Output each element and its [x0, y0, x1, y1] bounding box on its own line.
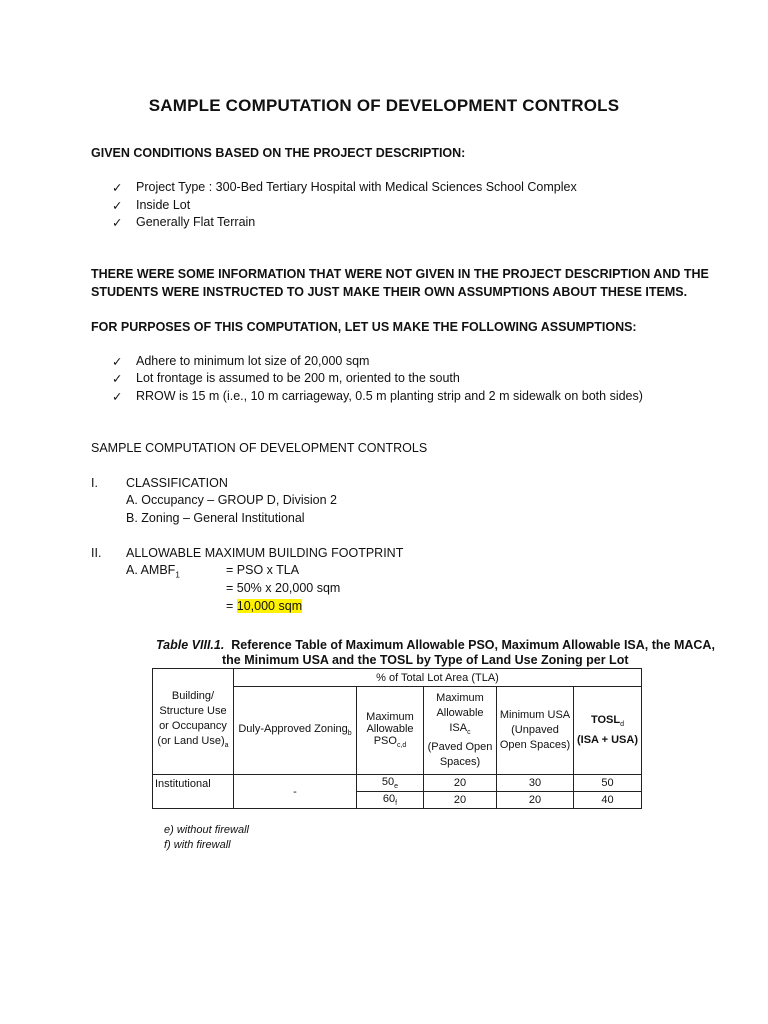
equation-line: = 50% x 20,000 sqm [226, 581, 341, 595]
section-number: II. [91, 546, 102, 560]
equation-result [226, 599, 302, 613]
header-usa: Minimum USA (Unpaved Open Spaces) [497, 687, 574, 775]
reference-table [152, 668, 642, 809]
assumption-text: Adhere to minimum lot size of 20,000 sqm [136, 354, 370, 368]
cell-usa: 20 [497, 792, 574, 809]
given-item-text: Generally Flat Terrain [136, 215, 256, 229]
header-tosl: $TOSL_d$ (ISA + USA) [574, 687, 642, 775]
ambf-label [126, 563, 180, 580]
table-row [153, 775, 642, 792]
section-title: ALLOWABLE MAXIMUM BUILDING FOOTPRINT [126, 546, 404, 560]
ambf-label-text: A. AMBF [126, 563, 176, 577]
info-note-line1: THERE WERE SOME INFORMATION THAT WERE NOT GIVEN IN THE PROJECT DESCRIPTION AND THE [91, 267, 709, 281]
assumption-heading: FOR PURPOSES OF THIS COMPUTATION, LET US MAKE THE FOLLOWING ASSUMPTIONS: [91, 320, 637, 334]
section-heading: SAMPLE COMPUTATION OF DEVELOPMENT CONTROLS [91, 441, 428, 455]
cell-tosl: 50 [574, 775, 642, 792]
table-footnote: f) with firewall [164, 839, 231, 851]
table-caption-line2: the Minimum USA and the TOSL by Type of Land Use Zoning per Lot [222, 653, 629, 667]
header-zoning: Duly-Approved Zoning$_b$ [234, 687, 357, 775]
header-isa: Maximum Allowable $ISA_c$ (Paved Open Spaces) [424, 687, 497, 775]
table-caption [156, 638, 715, 668]
check-icon: ✓ [112, 199, 123, 213]
cell-usa: 30 [497, 775, 574, 792]
cell-isa: 20 [424, 775, 497, 792]
highlighted-result: 10,000 sqm [236, 599, 303, 613]
cell-isa: 20 [424, 792, 497, 809]
check-icon: ✓ [112, 181, 123, 195]
check-icon: ✓ [112, 355, 123, 369]
occupancy-line: A. Occupancy – GROUP D, Division 2 [126, 493, 337, 507]
cell-zoning: - [234, 775, 357, 809]
info-note-line2: STUDENTS WERE INSTRUCTED TO JUST MAKE THEIR OWN ASSUMPTIONS ABOUT THESE ITEMS. [91, 285, 688, 299]
header-pso: Maximum Allowable $PSO_{c,d}$ [357, 687, 424, 775]
zoning-line: B. Zoning – General Institutional [126, 511, 305, 525]
cell-pso: $50_e$ [357, 775, 424, 792]
header-tla: % of Total Lot Area (TLA) [234, 669, 642, 687]
check-icon: ✓ [112, 216, 123, 230]
section-title: CLASSIFICATION [126, 476, 228, 490]
given-heading: GIVEN CONDITIONS BASED ON THE PROJECT DESCRIPTION: [91, 146, 466, 160]
ambf-subscript: 1 [175, 570, 180, 580]
check-icon: ✓ [112, 372, 123, 386]
table-label: Table VIII.1. [156, 638, 225, 652]
given-item-text: Project Type : 300-Bed Tertiary Hospital with Medical Sciences School Complex [136, 180, 577, 194]
check-icon: ✓ [112, 390, 123, 404]
table-footnote: e) without firewall [164, 824, 249, 836]
assumption-text: RROW is 15 m (i.e., 10 m carriageway, 0.5 m planting strip and 2 m sidewalk on both sides) [136, 389, 643, 403]
section-number: I. [91, 476, 98, 490]
assumption-text: Lot frontage is assumed to be 200 m, oriented to the south [136, 371, 460, 385]
cell-use: Institutional [153, 775, 234, 809]
cell-pso: $60_f$ [357, 792, 424, 809]
table-caption-line1: Reference Table of Maximum Allowable PSO, Maximum Allowable ISA, the MACA, [231, 638, 715, 652]
given-item-text: Inside Lot [136, 198, 191, 212]
equation-line: = PSO x TLA [226, 563, 300, 577]
equation-prefix: = [226, 599, 237, 613]
header-use: Building/ Structure Use or Occupancy (or Land $Use)_a$ [153, 669, 234, 775]
cell-tosl: 40 [574, 792, 642, 809]
page-title: SAMPLE COMPUTATION OF DEVELOPMENT CONTROLS [148, 96, 620, 115]
